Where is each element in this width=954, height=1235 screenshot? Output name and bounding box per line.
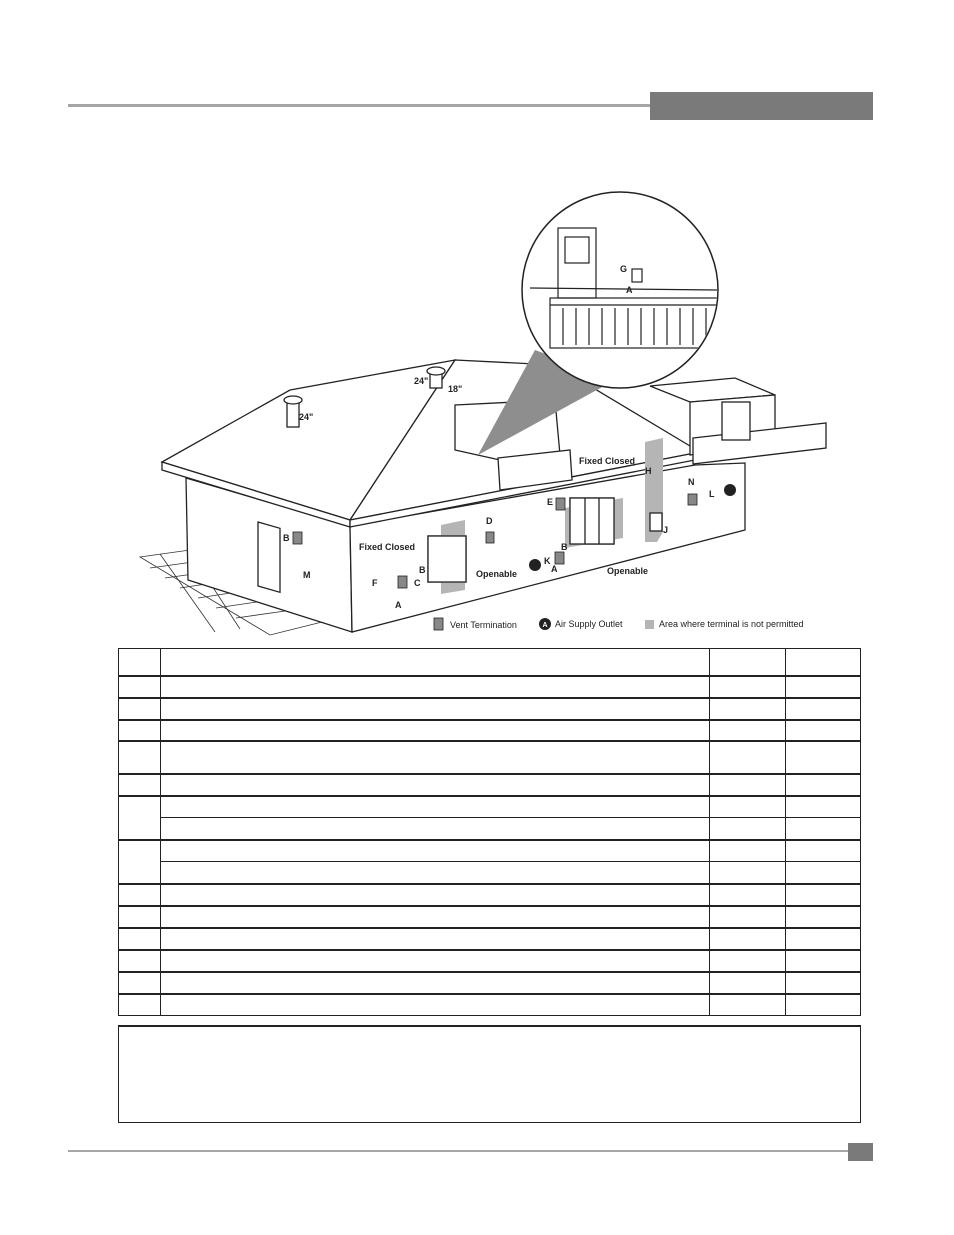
label-m: M	[303, 570, 311, 580]
table-row	[119, 972, 861, 994]
label-h: H	[645, 466, 652, 476]
dim-18-ridge: 18"	[448, 384, 463, 394]
table-row	[119, 698, 861, 720]
label-a-front: A	[551, 564, 558, 574]
legend-vent: Vent Termination	[450, 620, 517, 630]
table-row	[119, 906, 861, 928]
table-row	[119, 720, 861, 741]
table-row	[119, 862, 861, 884]
label-f: F	[372, 578, 378, 588]
label-a-wall: A	[395, 600, 402, 610]
air-supply-marker	[529, 559, 541, 571]
section-tab	[650, 92, 873, 120]
dim-24-ridge: 24"	[414, 376, 429, 386]
table-row	[119, 928, 861, 950]
label-c: C	[414, 578, 421, 588]
label-j: J	[663, 525, 669, 535]
legend-not-permitted: Area where terminal is not permitted	[659, 619, 804, 629]
clearance-table	[118, 648, 861, 1016]
air-supply-marker-2	[724, 484, 736, 496]
label-e: E	[547, 497, 554, 507]
side-door	[258, 522, 280, 592]
page-number-tab	[848, 1143, 873, 1161]
label-k: K	[544, 556, 551, 566]
label-fixed-closed-door: Fixed Closed	[359, 542, 416, 552]
table-row	[119, 741, 861, 774]
label-d: D	[486, 516, 493, 526]
label-b-door: B	[419, 565, 426, 575]
label-a-zoom: A	[626, 285, 633, 295]
legend-air-supply: Air Supply Outlet	[555, 619, 623, 629]
table-row	[119, 884, 861, 906]
not-permitted-swatch	[645, 620, 654, 629]
table-row	[119, 818, 861, 840]
zoom-circle	[522, 192, 720, 388]
vent-clearance-diagram	[0, 180, 954, 642]
label-openable-window: Openable	[607, 566, 649, 576]
vent-termination-icon	[434, 618, 443, 630]
table-row	[119, 774, 861, 796]
table-row	[119, 840, 861, 862]
label-g: G	[620, 264, 628, 274]
table-row	[119, 994, 861, 1016]
label-fixed-closed-front: Fixed Closed	[579, 456, 636, 466]
dim-24-left: 24"	[299, 412, 314, 422]
label-openable-door: Openable	[476, 569, 518, 579]
label-n: N	[688, 477, 695, 487]
wing-door	[722, 402, 750, 440]
footer-rule	[68, 1150, 848, 1152]
label-l: L	[709, 489, 715, 499]
table-row	[119, 796, 861, 818]
table-row	[119, 676, 861, 698]
notes-box	[118, 1025, 861, 1123]
table-row	[119, 950, 861, 972]
legend	[434, 618, 804, 630]
air-supply-icon-letter: A	[542, 622, 548, 629]
label-b-window: B	[561, 542, 568, 552]
header-rule	[68, 104, 653, 107]
table-header-row	[119, 649, 861, 676]
label-b-side: B	[283, 533, 290, 543]
